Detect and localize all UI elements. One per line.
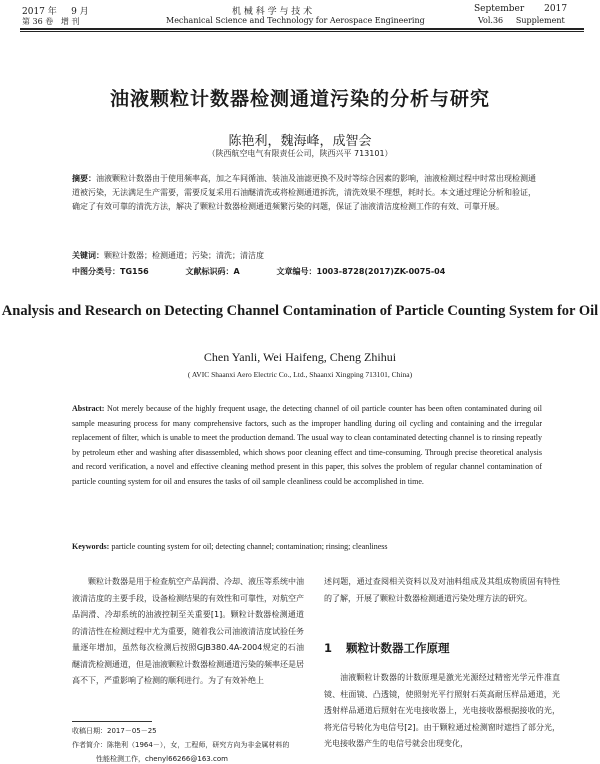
abstract-cn-label: 摘要： xyxy=(72,174,96,183)
header-month-en: September xyxy=(474,4,525,14)
document-code: 文献标识码：A xyxy=(185,267,240,276)
clc-number: 中图分类号：TG156 xyxy=(72,267,149,276)
abstract-cn-text: 油液颗粒计数器由于使用频率高，加之车间循油、装油及油滤更换不及时等综合因素的影响，油液检测过程中时常出现检测通道被污染，无法满足生产需要，需要反复采用石油醚清洗或将检测通道拆洗，清洗效果不理想，耗时长。本文通过理论分析和验证，确定了有效可靠的清洗方法，解决了颗粒计数器检测通道频繁污染的问题，保证了油液清洁度检测工作的有效、可靠开展。 xyxy=(72,174,536,211)
header-rule-thin xyxy=(20,31,584,32)
footnote-email: 性能检测工作，chenyl66266@163.com xyxy=(96,755,228,763)
keywords-en xyxy=(72,542,542,551)
header-supplement: 增 刊 xyxy=(60,17,80,26)
section-1-body: 油液颗粒计数器的计数原理是激光光源经过精密光学元件准直镜、柱面镜、凸透镜，使照射光平行照射石英高耐压样品通道，光透射样品通道后照射在光电接收器上，光电接收器根据接收的光，将光信号转化为电信号[2]。由于颗粒通过检测窗时遮挡了部分光，光电接收器产生的电信号就会出现变化， xyxy=(324,673,560,748)
paper-title-en: Analysis and Research on Detecting Channel Contamination of Particle Counting System for Oil xyxy=(1,303,599,319)
header-supplement-en: Supplement xyxy=(515,16,565,25)
header-month: 9 月 xyxy=(71,7,89,17)
header-right-2 xyxy=(478,16,565,25)
article-number: 文章编号：1003-8728(2017)ZK-0075-04 xyxy=(276,267,446,276)
footnote-author: 作者简介：陈艳利（1964－），女，工程师，研究方向为非金属材料的 xyxy=(72,741,290,749)
header-rule-thick xyxy=(20,28,584,30)
body-left-column: 颗粒计数器是用于检查航空产品润滑、冷却、液压等系统中油液清洁度的主要手段，设备检测结果的有效性和可靠性，对航空产品润滑、冷却系统的油液控制至关重要[1]。颗粒计数器检测通道的清洁性在检测过程中尤为重要，随着我公司油液清洁度试验任务量逐年增加，虽然每次检测后按照GJB380.4A-2004规定的石油醚清洗检测通道，但是油液颗粒计数器检测通道污染的频率还是居高不下，严重影响了检测的顺利进行。为了有效补绝上 xyxy=(72,577,304,685)
section-1-number: 1 xyxy=(324,641,333,655)
abstract-en xyxy=(72,402,542,490)
section-1-heading xyxy=(324,640,560,656)
abstract-cn xyxy=(72,172,542,214)
authors-cn: 陈艳利，魏海峰，成智会 xyxy=(228,134,372,149)
header-right xyxy=(474,4,567,14)
keywords-en-text: particle counting system for oil; detecting channel; contamination; rinsing; cleanliness xyxy=(111,542,388,551)
header-journal-en: Mechanical Science and Technology for Aerospace Engineering xyxy=(166,16,425,25)
abstract-en-label: Abstract: xyxy=(72,404,105,413)
authors-en: Chen Yanli, Wei Haifeng, Cheng Zhihui xyxy=(203,350,397,364)
keywords-cn-text: 颗粒计数器；检测通道；污染；清洗；清洁度 xyxy=(104,251,264,260)
footnote-rule xyxy=(72,721,152,722)
header-left-2 xyxy=(22,16,79,27)
paper-title-cn: 油液颗粒计数器检测通道污染的分析与研究 xyxy=(109,88,490,110)
affiliation-cn: （陕西航空电气有限责任公司，陕西兴平 713101） xyxy=(207,149,393,158)
keywords-cn-label: 关键词： xyxy=(72,251,104,260)
header-year: 2017 年 xyxy=(22,7,57,17)
affiliation-en: ( AVIC Shaanxi Aero Electric Co., Ltd., Shaanxi Xingping 713101, China) xyxy=(187,370,413,379)
header-year-en: 2017 xyxy=(544,4,568,14)
header-volume: 第 36 卷 xyxy=(22,17,54,26)
keywords-en-label: Keywords: xyxy=(72,542,110,551)
abstract-en-text: Not merely because of the highly frequent usage, the detecting channel of oil particle counter has been often contaminated during oil sample measuring process for many comprehensive factors, such as the improper handling during oil cycling and containing and the irregular replacement of filter, which is unable to meet the production demand. The usual way to clean contaminated detecting channel is to rinsing repeatly by petroleum ether and washing after disassembled, which shows poor cleaning effect and time-consuming. Through precise theoretical analysis and record verification, a novel and effective cleaning method present in this paper, this solves the problem of regular channel contamination of particle counting system for oil and ensures the tasks of oil sample cleanliness could be accomplished in time. xyxy=(72,404,542,486)
classification-cn xyxy=(72,266,542,277)
section-1-title: 颗粒计数器工作原理 xyxy=(346,641,450,655)
footnote-received: 收稿日期：2017－05－25 xyxy=(72,727,157,735)
keywords-cn xyxy=(72,250,542,261)
header-volume-en: Vol.36 xyxy=(478,16,504,25)
header-journal-cn: 机 械 科 学 与 技 术 xyxy=(232,7,313,17)
body-right-intro: 述问题，通过查阅相关资料以及对油料组成及其组成物质固有特性的了解，开展了颗粒计数器检测通道污染处理方法的研究。 xyxy=(324,577,560,603)
